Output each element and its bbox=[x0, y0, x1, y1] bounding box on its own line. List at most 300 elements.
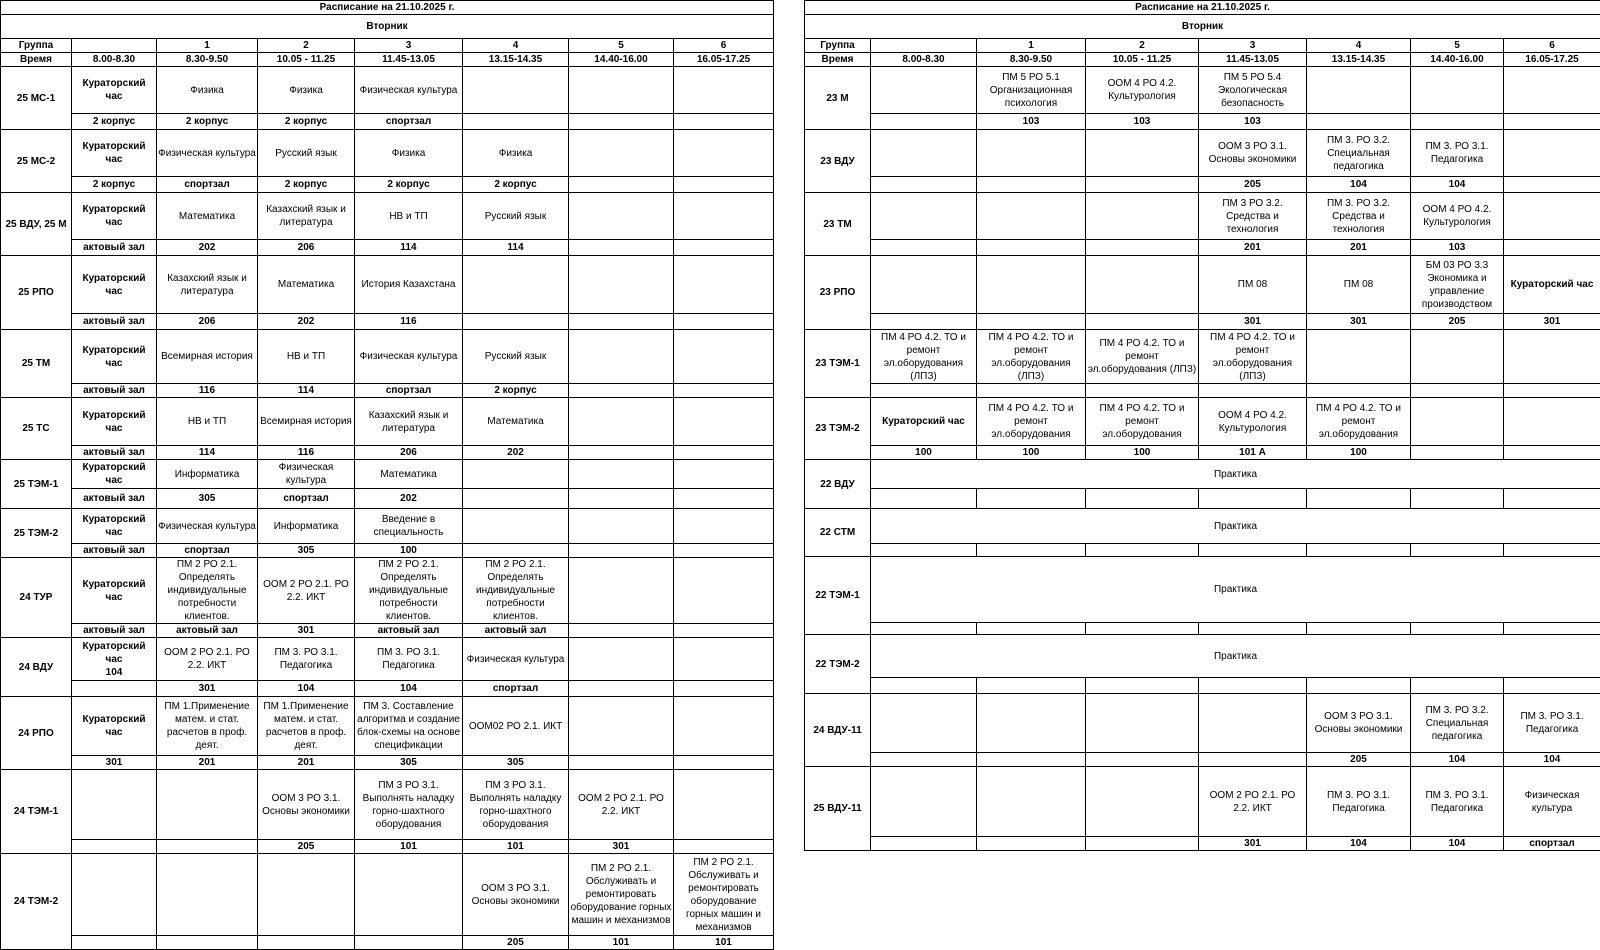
subject-cell: ПМ 3. РО 3.2. Специальная педагогика bbox=[1307, 130, 1411, 177]
subject-cell: ПМ 4 РО 4.2. ТО и ремонт эл.оборудования (ЛПЗ) bbox=[977, 330, 1086, 384]
room-cell bbox=[871, 489, 977, 509]
room-cell: спортзал bbox=[355, 384, 463, 398]
time-slot: 13.15-14.35 bbox=[463, 53, 569, 67]
room-cell bbox=[674, 446, 774, 460]
subject-cell: ПМ 4 РО 4.2. ТО и ремонт эл.оборудования (ЛПЗ) bbox=[871, 330, 977, 384]
group-header: Группа bbox=[805, 39, 871, 53]
subject-cell: Физика bbox=[355, 130, 463, 177]
subject-cell: Физическая культура bbox=[463, 638, 569, 681]
room-cell bbox=[1307, 544, 1411, 557]
subject-cell: ООМ 3 РО 3.1. Основы экономики bbox=[1199, 130, 1307, 177]
room-cell: 103 bbox=[1199, 114, 1307, 130]
subject-cell: История Казахстана bbox=[355, 256, 463, 314]
room-cell: 301 bbox=[1307, 314, 1411, 330]
room-cell: 114 bbox=[355, 240, 463, 256]
group-room-row bbox=[1, 489, 774, 509]
room-cell bbox=[674, 314, 774, 330]
subject-cell bbox=[569, 460, 674, 489]
group-room-row bbox=[1, 756, 774, 770]
room-cell bbox=[674, 177, 774, 193]
subject-cell bbox=[258, 854, 355, 936]
subject-cell bbox=[463, 67, 569, 114]
room-cell bbox=[1086, 678, 1199, 694]
subject-cell: ПМ 4 РО 4.2. ТО и ремонт эл.оборудования (ЛПЗ) bbox=[1199, 330, 1307, 384]
subject-cell: Физическая культура bbox=[258, 460, 355, 489]
room-cell bbox=[977, 314, 1086, 330]
room-cell: 104 bbox=[258, 681, 355, 697]
group-subject-row bbox=[805, 256, 1600, 314]
subject-cell: ПМ 3 РО 3.1. Выполнять наладку горно-шахтного оборудования bbox=[463, 770, 569, 840]
practice-cell: Практика bbox=[871, 557, 1600, 623]
schedule-title: Расписание на 21.10.2025 г. bbox=[805, 1, 1600, 15]
group-name: 24 ВДУ-11 bbox=[805, 694, 871, 767]
room-cell: 101 bbox=[674, 936, 774, 950]
group-subject-row bbox=[1, 193, 774, 240]
subject-cell bbox=[1411, 330, 1504, 384]
room-cell: 101 bbox=[355, 840, 463, 854]
group-name: 24 ВДУ bbox=[1, 638, 72, 697]
group-room-row bbox=[1, 114, 774, 130]
group-subject-row bbox=[805, 130, 1600, 177]
subject-cell bbox=[1086, 130, 1199, 177]
room-cell: 116 bbox=[355, 314, 463, 330]
room-cell: 205 bbox=[1307, 753, 1411, 767]
day-label: Вторник bbox=[805, 15, 1600, 39]
day-label: Вторник bbox=[1, 15, 774, 39]
time-row bbox=[1, 53, 774, 67]
room-cell: 100 bbox=[355, 544, 463, 558]
room-cell: 114 bbox=[157, 446, 258, 460]
room-cell: 301 bbox=[72, 756, 157, 770]
period-number: 5 bbox=[1411, 39, 1504, 53]
subject-cell: ПМ 3. РО 3.1. Педагогика bbox=[1307, 767, 1411, 837]
subject-cell bbox=[977, 130, 1086, 177]
room-cell bbox=[1086, 177, 1199, 193]
room-cell: 301 bbox=[1504, 314, 1600, 330]
group-name: 23 ТМ bbox=[805, 193, 871, 256]
room-cell: 205 bbox=[258, 840, 355, 854]
room-cell bbox=[157, 840, 258, 854]
room-cell bbox=[977, 384, 1086, 398]
group-header: Группа bbox=[1, 39, 72, 53]
subject-cell: ПМ 4 РО 4.2. ТО и ремонт эл.оборудования (ЛПЗ) bbox=[1086, 330, 1199, 384]
period-number bbox=[72, 39, 157, 53]
room-cell: 104 bbox=[1411, 177, 1504, 193]
room-cell: 305 bbox=[157, 489, 258, 509]
room-cell: спортзал bbox=[1504, 837, 1600, 851]
subject-cell bbox=[569, 509, 674, 544]
room-cell bbox=[871, 678, 977, 694]
group-room-row bbox=[805, 678, 1600, 694]
subject-cell bbox=[463, 460, 569, 489]
subject-cell bbox=[674, 697, 774, 756]
subject-cell: Кураторский час bbox=[1504, 256, 1600, 314]
room-cell bbox=[1199, 489, 1307, 509]
group-subject-row bbox=[805, 193, 1600, 240]
room-cell bbox=[977, 240, 1086, 256]
room-cell: 202 bbox=[355, 489, 463, 509]
room-cell: спортзал bbox=[157, 544, 258, 558]
room-cell bbox=[569, 177, 674, 193]
room-cell bbox=[1086, 753, 1199, 767]
subject-cell: ПМ 5 РО 5.1 Организационная психология bbox=[977, 67, 1086, 114]
group-name: 22 ТЭМ-2 bbox=[805, 635, 871, 694]
schedule-table-left bbox=[0, 0, 774, 950]
subject-cell bbox=[674, 256, 774, 314]
subject-cell: Русский язык bbox=[463, 193, 569, 240]
time-slot: 10.05 - 11.25 bbox=[1086, 53, 1199, 67]
room-cell bbox=[72, 840, 157, 854]
group-name: 25 ВДУ, 25 М bbox=[1, 193, 72, 256]
room-cell: актовый зал bbox=[72, 624, 157, 638]
group-subject-row bbox=[1, 130, 774, 177]
room-cell: 202 bbox=[157, 240, 258, 256]
room-cell bbox=[258, 936, 355, 950]
subject-cell: Кураторский час bbox=[72, 193, 157, 240]
room-cell bbox=[1307, 678, 1411, 694]
room-cell bbox=[1086, 240, 1199, 256]
subject-cell bbox=[569, 130, 674, 177]
period-number: 4 bbox=[1307, 39, 1411, 53]
room-cell: 201 bbox=[157, 756, 258, 770]
room-cell bbox=[1086, 544, 1199, 557]
subject-cell bbox=[1199, 694, 1307, 753]
subject-cell bbox=[569, 67, 674, 114]
room-cell bbox=[1411, 678, 1504, 694]
subject-cell bbox=[674, 67, 774, 114]
subject-cell: ПМ 4 РО 4.2. ТО и ремонт эл.оборудования bbox=[1307, 398, 1411, 446]
room-cell: 301 bbox=[258, 624, 355, 638]
group-room-row bbox=[805, 837, 1600, 851]
subject-cell: ПМ 1.Применение матем. и стат. расчетов в проф. деят. bbox=[157, 697, 258, 756]
room-cell: 104 bbox=[1307, 177, 1411, 193]
subject-cell: ООМ 3 РО 3.1. Основы экономики bbox=[463, 854, 569, 936]
room-cell bbox=[1504, 623, 1600, 635]
room-cell bbox=[977, 623, 1086, 635]
subject-cell bbox=[1504, 130, 1600, 177]
room-cell: 201 bbox=[1307, 240, 1411, 256]
time-slot: 11.45-13.05 bbox=[355, 53, 463, 67]
practice-cell: Практика bbox=[871, 509, 1600, 544]
room-cell: 202 bbox=[463, 446, 569, 460]
room-cell: 305 bbox=[463, 756, 569, 770]
room-cell bbox=[569, 544, 674, 558]
room-cell bbox=[569, 756, 674, 770]
room-cell: 301 bbox=[1199, 314, 1307, 330]
group-room-row bbox=[1, 384, 774, 398]
room-cell: актовый зал bbox=[72, 544, 157, 558]
subject-cell: Физическая культура bbox=[157, 509, 258, 544]
time-row bbox=[805, 53, 1600, 67]
group-name: 25 МС-1 bbox=[1, 67, 72, 130]
group-room-row bbox=[1, 624, 774, 638]
room-cell bbox=[1086, 384, 1199, 398]
subject-cell: ПМ 08 bbox=[1199, 256, 1307, 314]
subject-cell bbox=[977, 256, 1086, 314]
group-subject-row bbox=[805, 557, 1600, 623]
room-cell bbox=[157, 936, 258, 950]
practice-cell: Практика bbox=[871, 635, 1600, 678]
subject-cell: Физика bbox=[463, 130, 569, 177]
room-cell: 104 bbox=[1307, 837, 1411, 851]
room-cell: 100 bbox=[1086, 446, 1199, 460]
group-name: 23 РПО bbox=[805, 256, 871, 330]
room-cell bbox=[977, 489, 1086, 509]
group-room-row bbox=[1, 240, 774, 256]
period-number: 4 bbox=[463, 39, 569, 53]
room-cell bbox=[1307, 489, 1411, 509]
subject-cell bbox=[674, 638, 774, 681]
room-cell bbox=[463, 114, 569, 130]
room-cell bbox=[1504, 384, 1600, 398]
room-cell bbox=[674, 681, 774, 697]
room-cell: 116 bbox=[258, 446, 355, 460]
room-cell: 202 bbox=[258, 314, 355, 330]
subject-cell: Введение в специальность bbox=[355, 509, 463, 544]
room-cell: 205 bbox=[1199, 177, 1307, 193]
room-cell: 205 bbox=[1411, 314, 1504, 330]
room-cell bbox=[1411, 544, 1504, 557]
room-cell: актовый зал bbox=[72, 384, 157, 398]
subject-cell: Математика bbox=[463, 398, 569, 446]
subject-cell: ПМ 3 РО 3.1. Выполнять наладку горно-шахтного оборудования bbox=[355, 770, 463, 840]
group-name: 24 ТЭМ-2 bbox=[1, 854, 72, 950]
subject-cell bbox=[1086, 694, 1199, 753]
room-cell bbox=[1199, 544, 1307, 557]
room-cell bbox=[674, 114, 774, 130]
group-room-row bbox=[1, 681, 774, 697]
subject-cell: ООМ 4 РО 4.2. Культурология bbox=[1086, 67, 1199, 114]
group-room-row bbox=[1, 936, 774, 950]
period-number: 1 bbox=[977, 39, 1086, 53]
group-room-row bbox=[805, 114, 1600, 130]
subject-cell: Казахский язык и литература bbox=[355, 398, 463, 446]
subject-cell bbox=[674, 770, 774, 840]
room-cell bbox=[871, 544, 977, 557]
subject-cell: ООМ 2 РО 2.1. РО 2.2. ИКТ bbox=[1199, 767, 1307, 837]
subject-cell: Казахский язык и литература bbox=[157, 256, 258, 314]
subject-cell: НВ и ТП bbox=[157, 398, 258, 446]
subject-cell: Физическая культура bbox=[355, 67, 463, 114]
time-slot: 8.30-9.50 bbox=[157, 53, 258, 67]
room-cell bbox=[1199, 753, 1307, 767]
subject-cell: Кураторский час bbox=[871, 398, 977, 446]
room-cell bbox=[463, 489, 569, 509]
room-cell bbox=[1307, 623, 1411, 635]
subject-cell: ООМ 4 РО 4.2. Культурология bbox=[1199, 398, 1307, 446]
subject-cell: ООМ 3 РО 3.1. Основы экономики bbox=[258, 770, 355, 840]
subject-cell: ПМ 3. РО 3.2. Специальная педагогика bbox=[1411, 694, 1504, 753]
room-cell: 104 bbox=[1411, 753, 1504, 767]
room-cell bbox=[1086, 489, 1199, 509]
time-slot: 10.05 - 11.25 bbox=[258, 53, 355, 67]
group-room-row bbox=[1, 840, 774, 854]
subject-cell: Всемирная история bbox=[258, 398, 355, 446]
group-subject-row bbox=[805, 694, 1600, 753]
group-room-row bbox=[1, 446, 774, 460]
room-cell bbox=[569, 489, 674, 509]
subject-cell bbox=[871, 67, 977, 114]
room-cell: 2 корпус bbox=[355, 177, 463, 193]
group-name: 25 ТЭМ-1 bbox=[1, 460, 72, 509]
group-subject-row bbox=[1, 509, 774, 544]
schedule-sheet-left bbox=[0, 0, 773, 950]
subject-cell: Физика bbox=[258, 67, 355, 114]
time-slot: 13.15-14.35 bbox=[1307, 53, 1411, 67]
group-name: 25 ТМ bbox=[1, 330, 72, 398]
group-subject-row bbox=[805, 460, 1600, 489]
subject-cell bbox=[1086, 256, 1199, 314]
subject-cell: ПМ 3. РО 3.1. Педагогика bbox=[355, 638, 463, 681]
subject-cell bbox=[674, 460, 774, 489]
room-cell: 101 bbox=[463, 840, 569, 854]
subject-cell bbox=[157, 854, 258, 936]
room-cell bbox=[871, 623, 977, 635]
subject-cell bbox=[674, 193, 774, 240]
subject-cell bbox=[569, 256, 674, 314]
subject-cell: ООМ 2 РО 2.1. РО 2.2. ИКТ bbox=[569, 770, 674, 840]
room-cell: 2 корпус bbox=[72, 114, 157, 130]
group-subject-row bbox=[1, 697, 774, 756]
room-cell: актовый зал bbox=[463, 624, 569, 638]
group-room-row bbox=[805, 623, 1600, 635]
period-number: 6 bbox=[674, 39, 774, 53]
room-cell bbox=[674, 489, 774, 509]
subject-cell: ПМ 08 bbox=[1307, 256, 1411, 314]
room-cell bbox=[1411, 489, 1504, 509]
group-subject-row bbox=[1, 398, 774, 446]
subject-cell: Кураторский час bbox=[72, 509, 157, 544]
room-cell bbox=[871, 837, 977, 851]
group-room-row bbox=[805, 314, 1600, 330]
subject-cell bbox=[1504, 193, 1600, 240]
room-cell: 100 bbox=[871, 446, 977, 460]
room-cell bbox=[1504, 544, 1600, 557]
practice-cell: Практика bbox=[871, 460, 1600, 489]
group-name: 25 ВДУ-11 bbox=[805, 767, 871, 851]
group-room-row bbox=[805, 489, 1600, 509]
subject-cell bbox=[674, 509, 774, 544]
subject-cell: Кураторский час bbox=[72, 558, 157, 624]
group-name: 25 ТЭМ-2 bbox=[1, 509, 72, 558]
group-subject-row bbox=[805, 635, 1600, 678]
time-slot: 8.00-8.30 bbox=[871, 53, 977, 67]
room-cell bbox=[569, 114, 674, 130]
room-cell bbox=[569, 384, 674, 398]
subject-cell bbox=[157, 770, 258, 840]
group-subject-row bbox=[1, 854, 774, 936]
room-cell: 101 А bbox=[1199, 446, 1307, 460]
day-row bbox=[805, 15, 1600, 39]
subject-cell bbox=[871, 694, 977, 753]
group-name: 22 ТЭМ-1 bbox=[805, 557, 871, 635]
room-cell: актовый зал bbox=[355, 624, 463, 638]
room-cell bbox=[674, 756, 774, 770]
subject-cell: Математика bbox=[258, 256, 355, 314]
room-cell bbox=[871, 384, 977, 398]
subject-cell bbox=[674, 330, 774, 384]
room-cell: спортзал bbox=[157, 177, 258, 193]
subject-cell bbox=[674, 398, 774, 446]
subject-cell: БМ 03 РО 3.3 Экономика и управление производством bbox=[1411, 256, 1504, 314]
room-cell: актовый зал bbox=[72, 314, 157, 330]
room-cell: 116 bbox=[157, 384, 258, 398]
subject-cell: Кураторский час bbox=[72, 398, 157, 446]
subject-cell bbox=[1307, 67, 1411, 114]
room-cell bbox=[871, 753, 977, 767]
room-cell bbox=[977, 177, 1086, 193]
group-room-row bbox=[805, 240, 1600, 256]
subject-cell: Информатика bbox=[157, 460, 258, 489]
group-subject-row bbox=[805, 767, 1600, 837]
group-subject-row bbox=[805, 398, 1600, 446]
group-room-row bbox=[805, 446, 1600, 460]
room-cell: 2 корпус bbox=[463, 177, 569, 193]
subject-cell bbox=[569, 398, 674, 446]
group-subject-row bbox=[1, 330, 774, 384]
subject-cell: ПМ 3. РО 3.2. Средства и технология bbox=[1307, 193, 1411, 240]
period-number: 3 bbox=[1199, 39, 1307, 53]
group-subject-row bbox=[1, 67, 774, 114]
room-cell bbox=[1086, 623, 1199, 635]
room-cell bbox=[1504, 446, 1600, 460]
period-number: 1 bbox=[157, 39, 258, 53]
subject-cell bbox=[463, 256, 569, 314]
room-cell: 103 bbox=[977, 114, 1086, 130]
subject-cell: ПМ 2 РО 2.1. Обслуживать и ремонтировать оборудование горных машин и механизмов bbox=[569, 854, 674, 936]
subject-cell: НВ и ТП bbox=[258, 330, 355, 384]
subject-cell bbox=[463, 509, 569, 544]
group-subject-row bbox=[1, 460, 774, 489]
group-name: 25 МС-2 bbox=[1, 130, 72, 193]
subject-cell: Математика bbox=[355, 460, 463, 489]
subject-cell: ПМ 3. РО 3.1. Педагогика bbox=[1411, 767, 1504, 837]
subject-cell: Кураторский час bbox=[72, 256, 157, 314]
group-room-row bbox=[1, 544, 774, 558]
room-cell: 100 bbox=[977, 446, 1086, 460]
room-cell: 104 bbox=[1504, 753, 1600, 767]
room-cell: 2 корпус bbox=[463, 384, 569, 398]
room-cell bbox=[1504, 114, 1600, 130]
subject-cell: ПМ 5 РО 5.4 Экологическая безопасность bbox=[1199, 67, 1307, 114]
subject-cell bbox=[674, 130, 774, 177]
subject-cell: ПМ 2 РО 2.1. Определять индивидуальные потребности клиентов. bbox=[463, 558, 569, 624]
room-cell bbox=[1086, 837, 1199, 851]
room-cell: 205 bbox=[463, 936, 569, 950]
subject-cell: ПМ 3. РО 3.1. Педагогика bbox=[1411, 130, 1504, 177]
room-cell: 114 bbox=[258, 384, 355, 398]
group-name: 23 ТЭМ-2 bbox=[805, 398, 871, 460]
group-room-row bbox=[805, 544, 1600, 557]
group-subject-row bbox=[1, 558, 774, 624]
schedule-sheet-right bbox=[804, 0, 1600, 851]
subject-cell: ПМ 3. РО 3.1. Педагогика bbox=[1504, 694, 1600, 753]
room-cell bbox=[1411, 446, 1504, 460]
room-cell bbox=[1307, 384, 1411, 398]
room-cell bbox=[1504, 177, 1600, 193]
room-cell: 103 bbox=[1086, 114, 1199, 130]
title-row bbox=[1, 1, 774, 15]
subject-cell bbox=[871, 130, 977, 177]
room-cell: 305 bbox=[258, 544, 355, 558]
subject-cell bbox=[1086, 193, 1199, 240]
subject-cell bbox=[569, 330, 674, 384]
subject-cell: Русский язык bbox=[463, 330, 569, 384]
period-row bbox=[805, 39, 1600, 53]
subject-cell: ПМ 3. Составление алгоритма и создание блок-схемы на основе спецификации bbox=[355, 697, 463, 756]
room-cell bbox=[569, 446, 674, 460]
room-cell: 103 bbox=[1411, 240, 1504, 256]
